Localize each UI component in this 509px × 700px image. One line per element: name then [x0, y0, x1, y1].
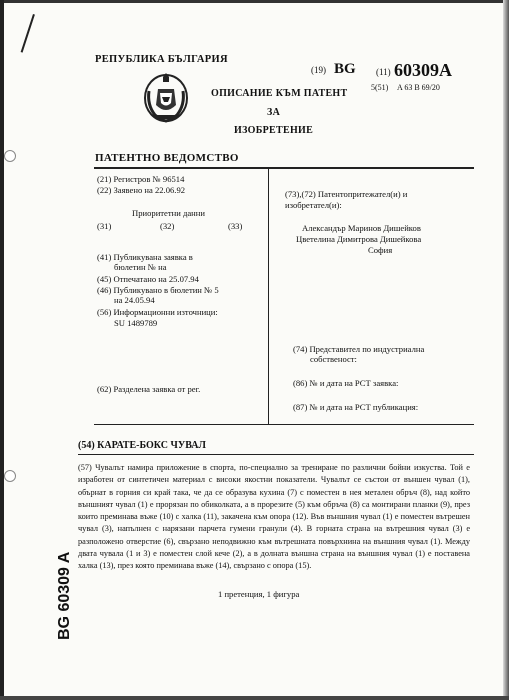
scan-top-edge [0, 0, 509, 3]
owner-city: София [368, 245, 393, 255]
side-publication-number [57, 520, 73, 640]
field-73-line-1: (73),(72) Патентопритежател(и) и [285, 189, 408, 199]
kind-code-label: (11) [376, 67, 391, 77]
abstract-text-block [78, 462, 470, 573]
field-22-filed: (22) Заявено на 22.06.92 [97, 185, 186, 195]
field-56-line-1: (56) Информационни източници: [97, 307, 218, 317]
document-type-line-3: ИЗОБРЕТЕНИЕ [234, 125, 314, 136]
pen-stroke-mark [21, 14, 35, 53]
country-name: РЕПУБЛИКА БЪЛГАРИЯ [95, 54, 228, 65]
field-87-pct-publication: (87) № и дата на РСТ публикация: [293, 402, 419, 412]
priority-32: (32) [160, 221, 175, 231]
priority-31: (31) [97, 221, 112, 231]
field-41-line-2: бюлетин № на [114, 262, 167, 272]
field-62-divided: (62) Разделена заявка от рег. [97, 384, 201, 394]
field-46-line-2: на 24.05.94 [114, 295, 155, 305]
scan-right-edge [503, 0, 509, 700]
punch-hole [4, 150, 16, 162]
country-code-label: (19) [311, 65, 326, 75]
scan-binding-edge [0, 0, 4, 700]
ipc-classification: A 63 B 69/20 [397, 83, 440, 92]
document-type-line-2: ЗА [267, 107, 281, 118]
table-top-rule [94, 167, 474, 169]
abstract-rule [78, 454, 474, 455]
table-bottom-rule [94, 424, 474, 425]
field-74-line-2: собственост: [310, 354, 357, 364]
document-type-line-1: ОПИСАНИЕ КЪМ ПАТЕНТ [211, 88, 348, 99]
country-code: BG [334, 61, 356, 77]
priority-33: (33) [228, 221, 243, 231]
field-45-printed: (45) Отпечатано на 25.07.94 [97, 274, 199, 284]
coat-of-arms-seal-icon [143, 71, 189, 123]
side-publication-number-text: BG 60309 A [56, 551, 73, 640]
claims-and-figures: 1 претенция, 1 фигура [218, 589, 300, 599]
field-74-line-1: (74) Представител по индустриална [293, 344, 425, 354]
priority-title: Приоритетни данни [132, 208, 205, 218]
field-41-line-1: (41) Публикувана заявка в [97, 252, 193, 262]
field-56-line-2: SU 1489789 [114, 318, 158, 328]
patent-office-name: ПАТЕНТНО ВЕДОМСТВО [95, 152, 239, 164]
table-column-divider [268, 169, 269, 424]
document-number: 60309A [394, 60, 452, 80]
owner-2: Цветелина Димитрова Дишейкова [296, 234, 422, 244]
field-21-registration: (21) Регистров № 96514 [97, 174, 185, 184]
field-73-line-2: изобретател(и): [285, 200, 342, 210]
invention-title: (54) КАРАТЕ-БОКС ЧУВАЛ [78, 440, 206, 451]
scan-bottom-edge [0, 696, 509, 700]
ipc-label: 5(51) [371, 83, 389, 92]
punch-hole [4, 470, 16, 482]
field-86-pct-application: (86) № и дата на РСТ заявка: [293, 378, 399, 388]
field-46-line-1: (46) Публикувано в бюлетин № 5 [97, 285, 219, 295]
abstract-paragraph: (57) Чувалът намира приложение в спорта, по-специално за трениране по различни бойни изкуства. Той е изработен от синтетичен материал с високи якостни показатели. Чувалът се състои от външен чувал (1), обърнат в горния си край така, че да се образува кухина (7) с поместен в нея метален обръч (8), над който външният чувал (1) е прорязан по обиколката, а в прорезите (5) към обръча (8) са монтирани планки (9), през които преминава въже (10) с халка (11), закачена към опора (12). Във външния чувал (1) е поместен вътрешен чувал (3), напълнен с нарязани парчета гумени гранули (4). В горната страна на вътрешния чувал (3) е разположено отверстие (6), свързано неподвижно към вътрешната повърхнина на външния чувал (1). Между двата чувала (1 и 3) е поместен слой кече (2), а в долната външна страна на външния чувал (1) е поставена халка (13), през която преминава въже (14), свързано с опора (15). [78, 463, 470, 571]
owner-1: Александър Маринов Дишейков [302, 223, 421, 233]
